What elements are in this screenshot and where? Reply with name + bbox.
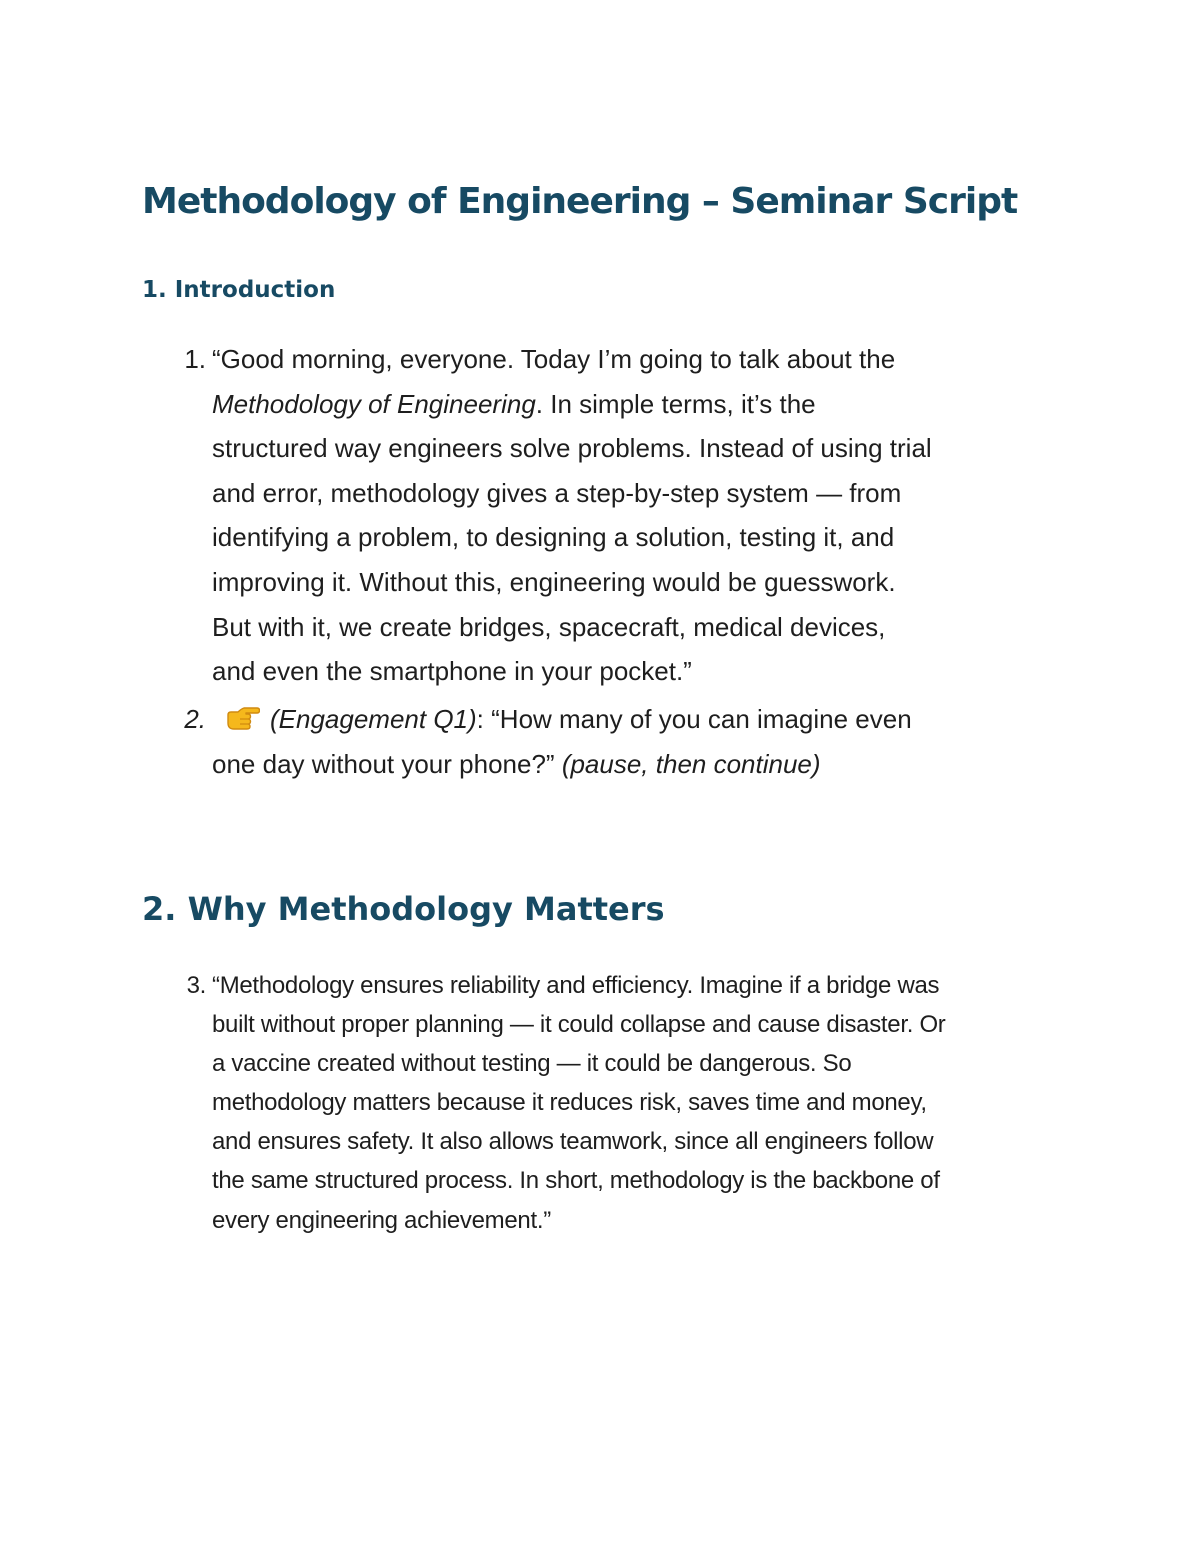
text-line: identifying a problem, to designing a solution, testing it, and (212, 522, 895, 553)
text-line: methodology matters because it reduces risk, saves time and money, (212, 1089, 927, 1117)
text-line (212, 382, 1072, 427)
text-line: built without proper planning — it could collapse and cause disaster. Or (212, 1011, 946, 1039)
pointing-right-hand-icon (226, 702, 260, 730)
text-line (212, 697, 1072, 742)
engagement-label: (Engagement Q1) (270, 704, 477, 734)
section-heading-introduction: 1. Introduction (142, 277, 336, 303)
text-line: But with it, we create bridges, spacecraft, medical devices, (212, 611, 886, 642)
text-line: and error, methodology gives a step-by-step system — from (212, 477, 902, 508)
list-item (184, 337, 1072, 694)
text-fragment: . In simple terms, it’s the (535, 388, 816, 419)
text-line: and even the smartphone in your pocket.” (212, 656, 692, 687)
text-line: a vaccine created without testing — it could be dangerous. So (212, 1050, 852, 1078)
text-line: and ensures safety. It also allows teamwork, since all engineers follow (212, 1128, 934, 1156)
list-item (186, 966, 1072, 1240)
text-line: “Methodology ensures reliability and efficiency. Imagine if a bridge was (212, 972, 940, 999)
list-number: 3. (186, 972, 206, 999)
text-fragment: one day without your phone?” (212, 748, 555, 779)
emphasized-term: Methodology of Engineering (212, 388, 536, 419)
text-line: the same structured process. In short, methodology is the backbone of (212, 1167, 940, 1195)
text-line: improving it. Without this, engineering would be guesswork. (212, 566, 896, 597)
document-title: Methodology of Engineering – Seminar Script (142, 181, 1018, 222)
text-line: structured way engineers solve problems. Instead of using trial (212, 433, 932, 464)
stage-direction: (pause, then continue) (561, 748, 821, 779)
text-fragment: : (476, 704, 484, 734)
list-item (184, 697, 1072, 786)
text-fragment: “How many of you can imagine even (483, 704, 912, 734)
text-line: every engineering achievement.” (212, 1206, 551, 1234)
list-number: 2. (184, 704, 206, 734)
section-heading-why-methodology-matters: 2. Why Methodology Matters (142, 890, 665, 928)
text-line: “Good morning, everyone. Today I’m going to talk about the (212, 344, 896, 374)
list-number: 1. (184, 344, 206, 374)
text-line (212, 742, 1072, 787)
